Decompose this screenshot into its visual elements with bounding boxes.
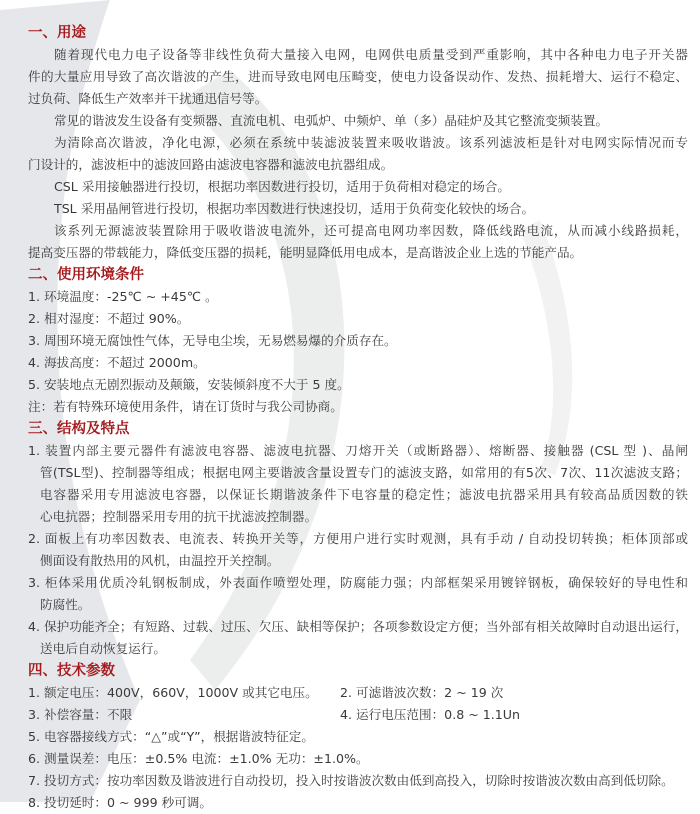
param-row xyxy=(28,682,688,704)
paragraph xyxy=(28,330,688,352)
param-item: 1. 额定电压：400V，660V，1000V 或其它电压。 xyxy=(28,685,318,700)
paragraph xyxy=(28,132,688,176)
text-line: 4. 海拔高度：不超过 2000m。 xyxy=(28,355,206,370)
text-line: 管(TSL型)、控制器等组成；根据电网主要谐波含量设置专门的滤波支路，如常用的有5次、7次、11次滤波支路； xyxy=(40,465,688,480)
text-line: 该系列无源滤波装置除用于吸收谐波电流外，还可提高电网功率因数，降低线路电流，从而减小线路损耗， xyxy=(54,223,688,238)
paragraph xyxy=(28,352,688,374)
paragraph xyxy=(28,528,688,572)
text-line: 2. 面板上有功率因数表、电流表、转换开关等，方便用户进行实时观测，具有手动 / 自动投切转换；柜体顶部或 xyxy=(28,531,688,546)
text-line: 件的大量应用导致了高次谐波的产生，进而导致电网电压畸变，使电力设备误动作、发热、损耗增大、运行不稳定、 xyxy=(28,69,688,84)
text-line: 2. 相对湿度：不超过 90%。 xyxy=(28,311,190,326)
text-line: 为清除高次谐波，净化电源，必须在系统中装滤波装置来吸收谐波。该系列滤波柜是针对电网实际情况而专 xyxy=(54,135,688,150)
text-line: 侧面设有散热用的风机，由温控开关控制。 xyxy=(40,553,280,568)
text-line: 1. 装置内部主要元器件有滤波电容器、滤波电抗器、刀熔开关（或断路器）、熔断器、接触器 (CSL 型 )、晶闸 xyxy=(28,443,688,458)
text-line: 4. 保护功能齐全；有短路、过载、过压、欠压、缺相等保护；各项参数设定方便；当外部有相关故障时自动退出运行， xyxy=(28,619,688,634)
text-line: TSL 采用晶闸管进行投切，根据功率因数进行快速投切，适用于负荷变化较快的场合。 xyxy=(54,201,535,216)
param-row xyxy=(28,770,688,792)
document-body xyxy=(28,0,688,814)
paragraph xyxy=(28,440,688,528)
text-line: CSL 采用接触器进行投切，根据功率因数进行投切，适用于负荷相对稳定的场合。 xyxy=(54,179,510,194)
section-heading: 二、使用环境条件 xyxy=(28,267,144,283)
paragraph xyxy=(28,396,688,418)
paragraph xyxy=(28,198,688,220)
section-3 xyxy=(28,418,688,660)
param-item: 5. 电容器接线方式：“△”或“Y”，根据谐波特征定。 xyxy=(28,729,314,744)
param-item: 7. 投切方式：按功率因数及谐波进行自动投切，投入时按谐波次数由低到高投入，切除时按谐波次数由高到低切除。 xyxy=(28,773,674,788)
paragraph xyxy=(28,110,688,132)
param-item: 8. 投切延时：0 ~ 999 秒可调。 xyxy=(28,795,212,810)
paragraph xyxy=(28,44,688,110)
text-line: 心电抗器；控制器采用专用的抗干扰滤波控制器。 xyxy=(40,509,318,524)
param-row xyxy=(28,704,688,726)
text-line: 常见的谐波发生设备有变频器、直流电机、电弧炉、中频炉、单（多）晶硅炉及其它整流变频装置。 xyxy=(54,113,609,128)
text-line: 随着现代电力电子设备等非线性负荷大量接入电网，电网供电质量受到严重影响，其中各种电力电子开关器 xyxy=(54,47,688,62)
paragraph xyxy=(28,308,688,330)
param-item: 6. 测量误差：电压：±0.5% 电流：±1.0% 无功：±1.0%。 xyxy=(28,751,369,766)
text-line: 防腐性。 xyxy=(40,597,91,612)
section-1 xyxy=(28,22,688,264)
paragraph xyxy=(28,616,688,660)
text-line: 3. 周围环境无腐蚀性气体，无导电尘埃，无易燃易爆的介质存在。 xyxy=(28,333,397,348)
paragraph xyxy=(28,220,688,264)
text-line: 提高变压器的带载能力，降低变压器的损耗，能明显降低用电成本，是高谐波企业上选的节能产品。 xyxy=(28,245,583,260)
section-heading: 四、技术参数 xyxy=(28,663,115,679)
section-2 xyxy=(28,264,688,418)
section-4 xyxy=(28,660,688,814)
param-item: 4. 运行电压范围：0.8 ~ 1.1Un xyxy=(340,707,520,722)
text-line: 1. 环境温度：-25℃ ~ +45℃ 。 xyxy=(28,289,218,304)
text-line: 过负荷、降低生产效率并干扰通迅信号等。 xyxy=(28,91,268,106)
section-heading: 三、结构及特点 xyxy=(28,421,130,437)
param-row xyxy=(28,792,688,814)
text-line: 3. 柜体采用优质冷轧钢板制成，外表面作喷塑处理，防腐能力强；内部框架采用镀锌钢板，确保较好的导电性和 xyxy=(28,575,688,590)
section-heading: 一、用途 xyxy=(28,25,86,41)
param-item: 2. 可滤谐波次数：2 ~ 19 次 xyxy=(340,685,504,700)
text-line: 注：若有特殊环境使用条件，请在订货时与我公司协商。 xyxy=(28,399,343,414)
param-row xyxy=(28,748,688,770)
paragraph xyxy=(28,176,688,198)
text-line: 5. 安装地点无剧烈振动及颠簸，安装倾斜度不大于 5 度。 xyxy=(28,377,350,392)
param-row xyxy=(28,726,688,748)
paragraph xyxy=(28,572,688,616)
paragraph xyxy=(28,286,688,308)
text-line: 送电后自动恢复运行。 xyxy=(40,641,166,656)
text-line: 电容器采用专用滤波电容器，以保证长期谐波条件下电容量的稳定性；滤波电抗器采用具有较高品质因数的铁 xyxy=(40,487,688,502)
text-line: 门设计的，滤波柜中的滤波回路由滤波电容器和滤波电抗器组成。 xyxy=(28,157,394,172)
paragraph xyxy=(28,374,688,396)
param-item: 3. 补偿容量：不限 xyxy=(28,707,133,722)
